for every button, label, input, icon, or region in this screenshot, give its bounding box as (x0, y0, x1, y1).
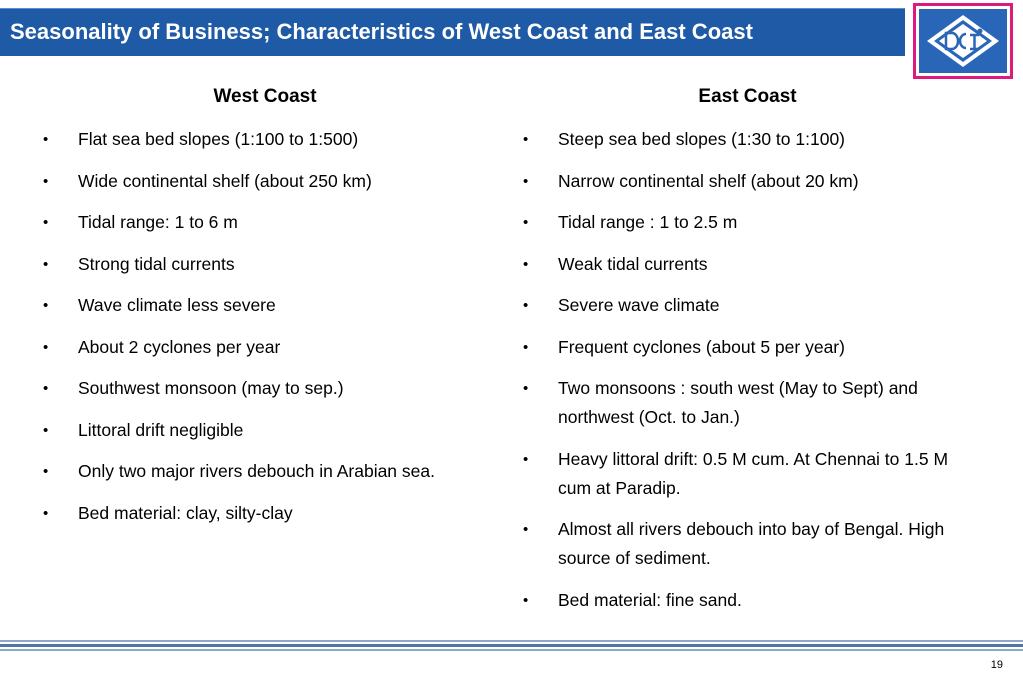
list-item (520, 374, 970, 432)
bullet-icon: • (523, 338, 529, 356)
west-coast-column (40, 84, 500, 540)
list-item (520, 125, 970, 154)
list-item-text: Southwest monsoon (may to sep.) (78, 378, 344, 398)
bullet-icon: • (43, 297, 49, 314)
bullet-icon: • (523, 591, 529, 609)
list-item (520, 445, 970, 503)
list-item (40, 167, 500, 196)
bullet-icon: • (523, 297, 529, 314)
list-item (520, 586, 970, 615)
list-item (40, 125, 500, 154)
bullet-icon: • (43, 214, 49, 231)
list-item-text: Bed material: fine sand. (558, 589, 742, 610)
list-item (520, 333, 970, 362)
list-item (40, 457, 500, 486)
list-item-text: Steep sea bed slopes (1:30 to 1:100) (558, 129, 846, 149)
list-item-text: Only two major rivers debouch in Arabian sea. (78, 461, 435, 481)
logo (913, 3, 1013, 79)
company-logo-icon (919, 9, 1007, 73)
footer-divider (0, 640, 1023, 652)
list-item (520, 167, 970, 196)
bullet-icon: • (523, 131, 529, 148)
bullet-icon: • (43, 131, 49, 148)
bullet-icon: • (523, 255, 529, 273)
list-item (520, 515, 970, 573)
list-item (40, 416, 500, 445)
east-coast-column (520, 84, 970, 627)
list-item-text: Wave climate less severe (78, 295, 276, 315)
east-coast-heading: East Coast (698, 86, 797, 107)
list-item-text: Two monsoons : south west (May to Sept) and northwest (Oct. to Jan.) (558, 378, 918, 427)
list-item-text: Frequent cyclones (about 5 per year) (558, 336, 845, 357)
bullet-icon: • (523, 521, 529, 538)
list-item-text: Tidal range : 1 to 2.5 m (558, 212, 738, 232)
bullet-icon: • (43, 463, 49, 480)
page-title: Seasonality of Business; Characteristics of West Coast and East Coast (10, 19, 753, 44)
bullet-icon: • (43, 421, 49, 439)
bullet-icon: • (43, 380, 49, 397)
list-item-text: Littoral drift negligible (78, 419, 244, 440)
list-item (40, 499, 500, 528)
list-item (520, 250, 970, 279)
logo-graphic (919, 9, 1007, 73)
list-item-text: Heavy littoral drift: 0.5 M cum. At Chennai to 1.5 M cum at Paradip. (558, 448, 949, 498)
list-item-text: Strong tidal currents (78, 253, 235, 274)
list-item-text: Wide continental shelf (about 250 km) (78, 170, 372, 191)
list-item-text: Weak tidal currents (558, 253, 708, 274)
list-item (520, 208, 970, 237)
bullet-icon: • (43, 172, 49, 190)
bullet-icon: • (43, 504, 49, 522)
list-item (40, 208, 500, 237)
list-item (40, 250, 500, 279)
list-item-text: Severe wave climate (558, 295, 720, 315)
list-item-text: Narrow continental shelf (about 20 km) (558, 170, 859, 191)
list-item (40, 291, 500, 320)
list-item-text: Bed material: clay, silty-clay (78, 502, 293, 523)
east-coast-list (520, 125, 970, 615)
page-number: 19 (990, 659, 1003, 671)
list-item (40, 333, 500, 362)
west-coast-list (40, 125, 500, 528)
list-item-text: Almost all rivers debouch into bay of Bengal. High source of sediment. (558, 519, 945, 568)
list-item (520, 291, 970, 320)
list-item-text: About 2 cyclones per year (78, 336, 281, 357)
list-item-text: Flat sea bed slopes (1:100 to 1:500) (78, 129, 359, 149)
bullet-icon: • (523, 172, 529, 190)
bullet-icon: • (43, 255, 49, 273)
list-item-text: Tidal range: 1 to 6 m (78, 212, 238, 232)
bullet-icon: • (523, 450, 529, 468)
bullet-icon: • (43, 338, 49, 356)
bullet-icon: • (523, 380, 529, 397)
list-item (40, 374, 500, 403)
west-coast-heading: West Coast (213, 86, 317, 107)
bullet-icon: • (523, 214, 529, 231)
title-bar (0, 8, 905, 56)
